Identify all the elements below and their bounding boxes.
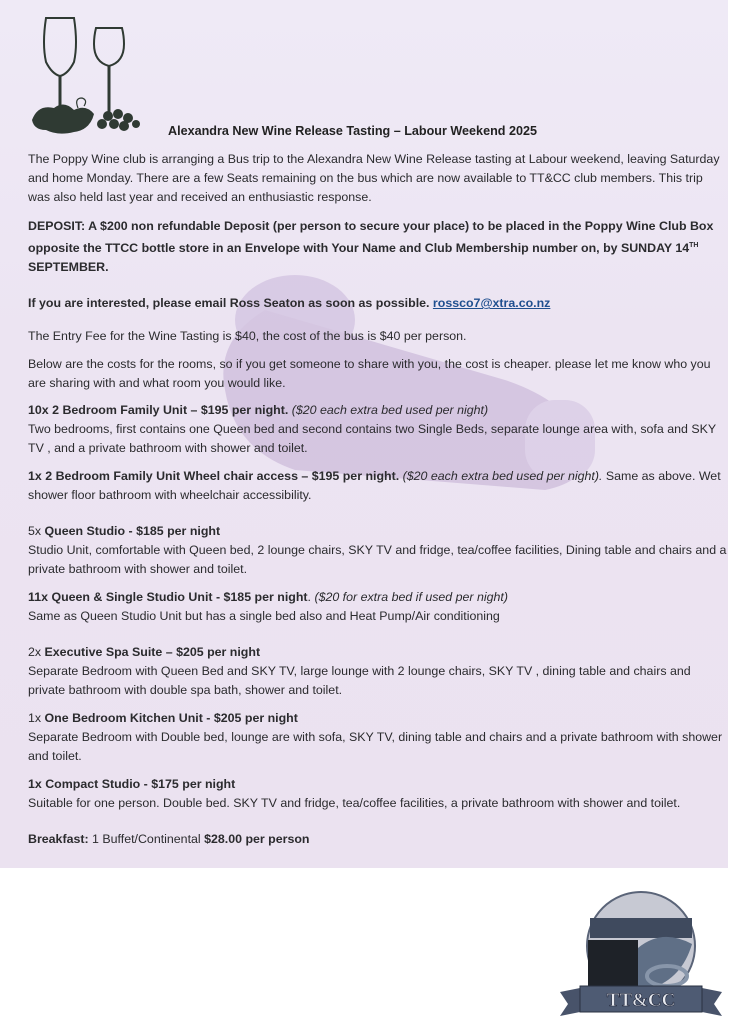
deposit-text: DEPOSIT: A $200 non refundable Deposit (per person to secure your place) to be placed in the Poppy Wine Club Box opposite the TTCC bottle store in an Envelope with Your Name and Club Membership number on, by SUNDAY 14 [28,219,714,256]
room-description: Separate Bedroom with Double bed, lounge are with sofa, SKY TV, dining table and chairs and a private bathroom with shower and toilet. [28,730,723,764]
room-name-price: Queen & Single Studio Unit - $185 per night [51,590,308,605]
room-extra-bed-note: ($20 for extra bed if used per night) [314,590,508,605]
room-name-price: One Bedroom Kitchen Unit - $205 per night [44,711,298,726]
breakfast-label: Breakfast: [28,832,89,847]
room-description-inline: Same as above. Wet shower floor bathroom with wheelchair accessibility. [28,469,721,503]
room-name-price: 2 Bedroom Family Unit – $195 per night. [52,403,289,418]
room-item [28,643,728,700]
wine-glasses-grapes-icon [28,14,146,134]
room-item [28,775,728,813]
room-description: Two bedrooms, first contains one Queen bed and second contains two Single Beds, separate lounge area with, sofa and SKY TV , and a private bathroom with shower and toilet. [28,422,716,456]
room-description: Same as Queen Studio Unit but has a single bed also and Heat Pump/Air conditioning [28,609,500,624]
deposit-date-suffix: TH [689,242,699,249]
intro-paragraph: The Poppy Wine club is arranging a Bus trip to the Alexandra New Wine Release tasting at Labour weekend, leaving Saturday and home Monday. There are a few Seats remaining on the bus which are now available to TT&CC club members. This trip was also held last year and received an enthusiastic response. [28,152,720,204]
room-name-price: 2 Bedroom Family Unit Wheel chair access – $195 per night. [45,469,400,484]
room-heading [28,524,220,538]
flyer-content [28,150,728,849]
room-heading [28,711,298,725]
room-quantity: 1x [28,711,45,726]
room-heading [28,403,288,417]
rooms-list [28,401,728,813]
room-item [28,588,728,626]
room-name-price: Compact Studio - $175 per night [45,777,236,792]
room-description: Suitable for one person. Double bed. SKY TV and fridge, tea/coffee facilities, a private bathroom with shower and toilet. [28,796,681,811]
room-item [28,709,728,766]
room-heading [28,469,399,483]
entry-fee-paragraph: The Entry Fee for the Wine Tasting is $40, the cost of the bus is $40 per person. [28,329,467,344]
room-extra-bed-note: ($20 each extra bed used per night) [291,403,489,418]
room-description: Separate Bedroom with Queen Bed and SKY TV, large lounge with 2 lounge chairs, SKY TV , dining table and chairs and private bathroom with double spa bath, shower and toilet. [28,664,691,698]
room-name-price: Queen Studio - $185 per night [44,524,221,539]
room-extra-bed-note: ($20 each extra bed used per night). [402,469,603,484]
club-logo-text: TT&CC [606,990,676,1011]
room-quantity: 10x [28,403,53,418]
room-name-price: Executive Spa Suite – $205 per night [44,645,261,660]
room-heading [28,777,235,791]
page-title: Alexandra New Wine Release Tasting – Labour Weekend 2025 [168,124,537,138]
interest-text: If you are interested, please email Ross Seaton as soon as possible. [28,296,433,311]
room-heading [28,590,308,604]
rooms-intro-paragraph: Below are the costs for the rooms, so if you get someone to share with you, the cost is cheaper. please let me know who you are sharing with and what room you would like. [28,357,711,391]
interest-paragraph [28,294,728,313]
breakfast-price: $28.00 per person [204,832,310,847]
deposit-paragraph [28,217,728,277]
breakfast-line [28,830,728,849]
room-item [28,467,728,505]
breakfast-text: 1 Buffet/Continental [88,832,205,847]
room-quantity: 1x [28,777,46,792]
club-logo-icon [552,888,730,1020]
room-heading [28,645,260,659]
room-quantity: 1x [28,469,46,484]
room-quantity: 5x [28,524,45,539]
room-description: Studio Unit, comfortable with Queen bed, 2 lounge chairs, SKY TV and fridge, tea/coffee facilities, Dining table and chairs and a private bathroom with shower and toilet. [28,543,727,577]
room-quantity: 2x [28,645,45,660]
room-item [28,522,728,579]
deposit-end: SEPTEMBER. [28,260,109,275]
room-separator: . [307,590,315,605]
room-quantity: 11x [28,590,52,605]
room-item [28,401,728,458]
email-link[interactable]: rossco7@xtra.co.nz [432,296,551,311]
